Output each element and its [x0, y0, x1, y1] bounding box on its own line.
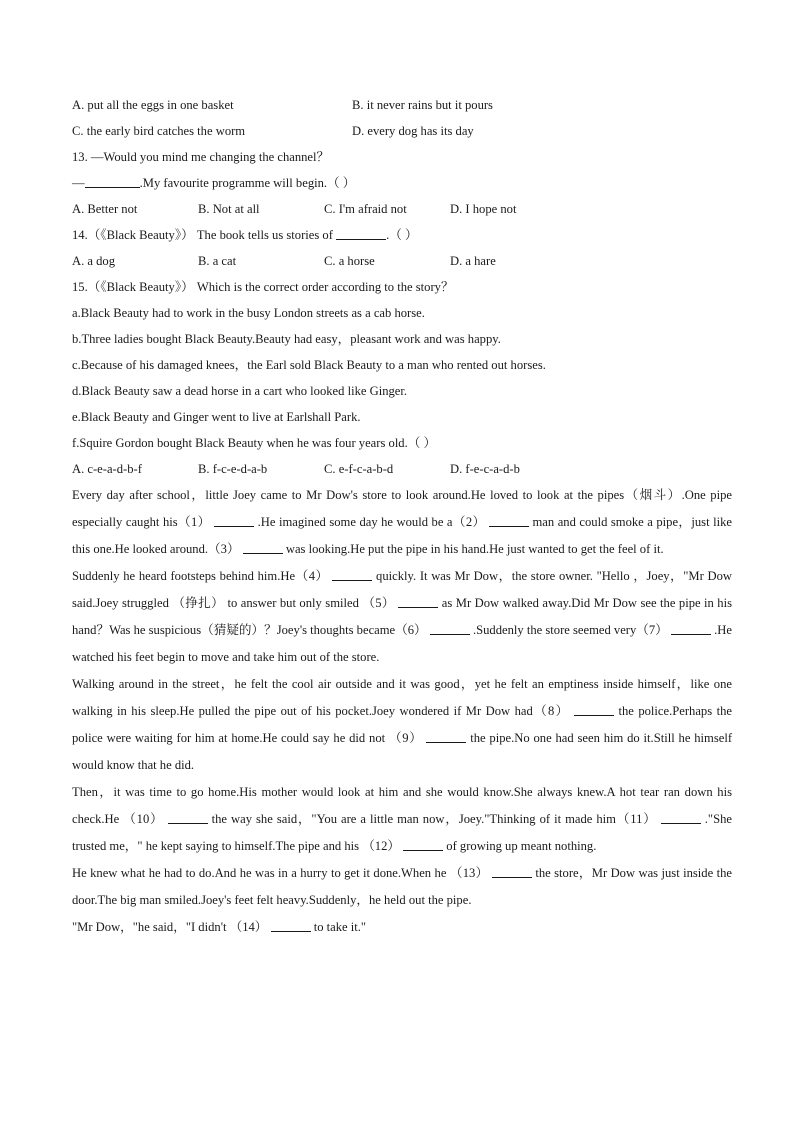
q13-option-d: D. I hope not [450, 202, 517, 216]
q15-statement-c: c.Because of his damaged knees，the Earl sold Black Beauty to a man who rented out horses. [72, 358, 546, 372]
blank-1 [214, 514, 254, 527]
q14-stem-text: 14.（《Black Beauty》） The book tells us stories of [72, 228, 333, 242]
q15-statement-e: e.Black Beauty and Ginger went to live at Earlshall Park. [72, 410, 361, 424]
cloze-passage [72, 482, 732, 941]
q12-options-row1 [72, 92, 732, 118]
q14-option-c: C. a horse [324, 254, 375, 268]
blank-8 [574, 703, 614, 716]
blank-13 [492, 865, 532, 878]
blank-4 [332, 568, 372, 581]
q14-option-d: D. a hare [450, 254, 496, 268]
q14-stem-end: .（ ） [386, 228, 418, 242]
passage-paragraph-3: Walking around in the street，he felt the cool air outside and it was good，yet he felt an emptiness inside himself，like one walking in his sleep.He pulled the pipe out of his pocket.Joey wondered if Mr Dow had（8） the police.Perhaps the police were waiting for him at home.He could say he did not （9） the pipe.No one had seen him do it.Still he himself would know that he did. [72, 677, 733, 772]
q13-stem: 13. —Would you mind me changing the channel？ [72, 150, 330, 164]
exam-page [72, 92, 732, 941]
q14-option-b: B. a cat [198, 254, 237, 268]
q14-blank [336, 227, 386, 240]
passage-paragraph-1: Every day after school，little Joey came to Mr Dow's store to look around.He loved to look at the pipes（烟斗）.One pipe especially caught his（1） .He imagined some day he would be a（2） man and could smoke a pipe，just like this one.He looked around.（3） was looking.He put the pipe in his hand.He just wanted to get the feel of it. [72, 488, 732, 556]
q14-stem [72, 222, 732, 248]
q13-option-b: B. Not at all [198, 202, 260, 216]
passage-paragraph-4: Then，it was time to go home.His mother would look at him and she would know.She always knew.A hot tear ran down his check.He （10） the way she said，"You are a little man now，Joey."Thinking of it made him（11） ."She trusted me，" he kept saying to himself.The pipe and his （12） of growing up meant nothing. [72, 785, 732, 853]
q15-statement-a: a.Black Beauty had to work in the busy London streets as a cab horse. [72, 306, 425, 320]
blank-2 [489, 514, 529, 527]
passage-paragraph-2: Suddenly he heard footsteps behind him.He（4） quickly. It was Mr Dow，the store owner. "Hello ，Joey，"Mr Dow said.Joey struggled （挣扎） to answer but only smiled （5） as Mr Dow walked away.Did Mr Dow see the pipe in his hand？Was he suspicious（猜疑的）？Joey's thoughts became（6） .Suddenly the store seemed very（7） .He watched his feet begin to move and take him out of the store. [72, 569, 733, 664]
blank-11 [661, 811, 701, 824]
blank-6 [430, 622, 470, 635]
blank-12 [403, 838, 443, 851]
blank-7 [671, 622, 711, 635]
q15-options [72, 456, 732, 482]
q15-option-d: D. f-e-c-a-d-b [450, 462, 520, 476]
q15-stem: 15.（《Black Beauty》） Which is the correct order according to the story？ [72, 280, 454, 294]
q15-statement-b: b.Three ladies bought Black Beauty.Beauty had easy，pleasant work and was happy. [72, 332, 501, 346]
q12-options-row2 [72, 118, 732, 144]
q12-option-b: B. it never rains but it pours [352, 98, 493, 112]
q12-option-c: C. the early bird catches the worm [72, 124, 246, 138]
q13-option-c: C. I'm afraid not [324, 202, 407, 216]
q13-options [72, 196, 732, 222]
q12-option-d: D. every dog has its day [352, 124, 474, 138]
q15-option-c: C. e-f-c-a-b-d [324, 462, 394, 476]
q13-response-line [72, 170, 732, 196]
blank-10 [168, 811, 208, 824]
q15-statement-f: f.Squire Gordon bought Black Beauty when he was four years old.（ ） [72, 436, 437, 450]
q15-option-b: B. f-c-e-d-a-b [198, 462, 268, 476]
blank-14 [271, 919, 311, 932]
q14-options [72, 248, 732, 274]
q15-option-a: A. c-e-a-d-b-f [72, 462, 142, 476]
q13-option-a: A. Better not [72, 202, 138, 216]
passage-paragraph-5: He knew what he had to do.And he was in a hurry to get it done.When he （13） the store，Mr Dow was just inside the door.The big man smiled.Joey's feet felt heavy.Suddenly，he held out the pipe. [72, 866, 733, 907]
q14-option-a: A. a dog [72, 254, 116, 268]
blank-3 [243, 541, 283, 554]
blank-9 [426, 730, 466, 743]
q13-response-text: .My favourite programme will begin.（ ） [139, 176, 356, 190]
q12-option-a: A. put all the eggs in one basket [72, 98, 234, 112]
q13-dash: — [72, 176, 85, 190]
q13-blank [85, 175, 140, 188]
blank-5 [398, 595, 438, 608]
passage-paragraph-6: "Mr Dow，"he said，"I didn't （14） to take it." [72, 920, 367, 934]
q15-statement-d: d.Black Beauty saw a dead horse in a cart who looked like Ginger. [72, 384, 408, 398]
